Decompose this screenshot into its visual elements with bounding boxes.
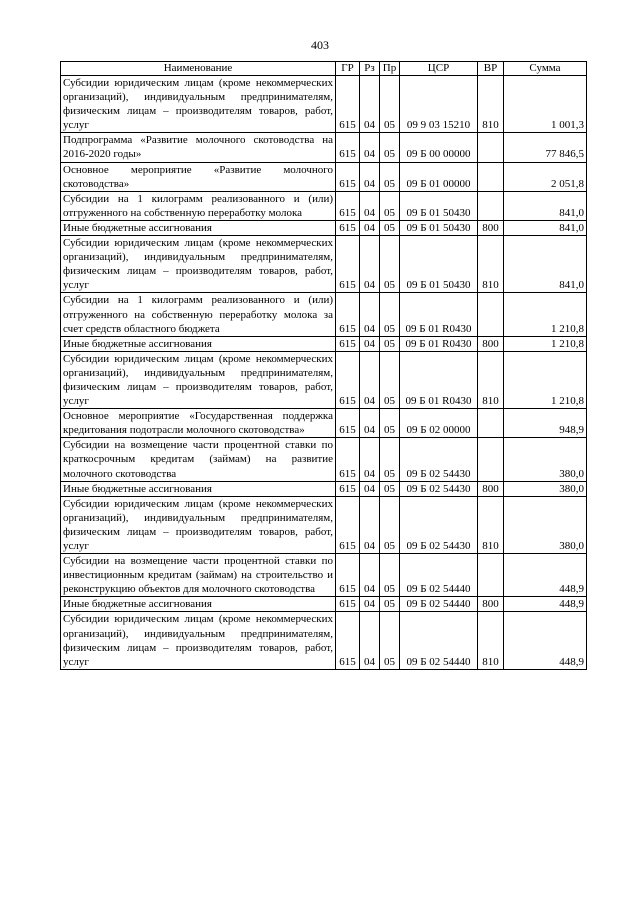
page-number: 403 [311,38,329,52]
cell-sum: 1 210,8 [504,293,587,336]
cell-vr: 810 [478,236,504,293]
cell-gr: 615 [336,76,360,133]
table-row [61,236,587,293]
table-row [61,554,587,597]
cell-gr: 615 [336,597,360,612]
table-row [61,438,587,481]
cell-gr: 615 [336,293,360,336]
cell-sum: 1 001,3 [504,76,587,133]
cell-csr: 09 Б 02 54430 [400,496,478,553]
cell-rz: 04 [360,133,380,162]
cell-name: Субсидии на возмещение части процентной ставки по краткосрочным кредитам (займам) на развитие молочного скотоводства [61,438,336,481]
cell-sum: 2 051,8 [504,162,587,191]
cell-rz: 04 [360,409,380,438]
cell-name: Субсидии на возмещение части процентной ставки по инвестиционным кредитам (займам) на строительство и реконструкцию объектов для молочного скотоводства [61,554,336,597]
header-csr: ЦСР [400,62,478,76]
table-row [61,220,587,235]
cell-name: Иные бюджетные ассигнования [61,597,336,612]
cell-name: Основное мероприятие «Государственная поддержка кредитования подотрасли молочного скотоводства» [61,409,336,438]
table-row [61,133,587,162]
cell-vr [478,293,504,336]
header-gr: ГР [336,62,360,76]
cell-rz: 04 [360,351,380,408]
cell-name: Субсидии юридическим лицам (кроме некоммерческих организаций), индивидуальным предпринимателям, физическим лицам – производителям товаров, работ, услуг [61,351,336,408]
cell-gr: 615 [336,162,360,191]
cell-csr: 09 Б 02 54430 [400,438,478,481]
cell-rz: 04 [360,554,380,597]
cell-gr: 615 [336,220,360,235]
cell-name: Субсидии юридическим лицам (кроме некоммерческих организаций), индивидуальным предпринимателям, физическим лицам – производителям товаров, работ, услуг [61,496,336,553]
cell-vr: 810 [478,612,504,669]
cell-rz: 04 [360,162,380,191]
cell-vr: 800 [478,481,504,496]
cell-gr: 615 [336,438,360,481]
cell-name: Субсидии на 1 килограмм реализованного и (или) отгруженного на собственную переработку молока за счет средств областного бюджета [61,293,336,336]
cell-pr: 05 [380,351,400,408]
cell-rz: 04 [360,438,380,481]
cell-pr: 05 [380,293,400,336]
cell-csr: 09 Б 02 54440 [400,597,478,612]
cell-vr: 800 [478,336,504,351]
cell-pr: 05 [380,554,400,597]
cell-sum: 841,0 [504,220,587,235]
cell-rz: 04 [360,191,380,220]
cell-gr: 615 [336,191,360,220]
cell-gr: 615 [336,351,360,408]
table-row [61,191,587,220]
table-row [61,481,587,496]
cell-name: Субсидии юридическим лицам (кроме некоммерческих организаций), индивидуальным предпринимателям, физическим лицам – производителям товаров, работ, услуг [61,236,336,293]
cell-sum: 448,9 [504,612,587,669]
cell-pr: 05 [380,438,400,481]
budget-table [60,61,587,670]
header-rz: Рз [360,62,380,76]
cell-gr: 615 [336,133,360,162]
cell-csr: 09 Б 01 R0430 [400,336,478,351]
table-row [61,597,587,612]
table-row [61,351,587,408]
cell-name: Субсидии на 1 килограмм реализованного и (или) отгруженного на собственную переработку молока [61,191,336,220]
cell-pr: 05 [380,336,400,351]
cell-rz: 04 [360,76,380,133]
cell-vr [478,438,504,481]
cell-sum: 380,0 [504,496,587,553]
cell-pr: 05 [380,481,400,496]
cell-gr: 615 [336,496,360,553]
cell-csr: 09 Б 02 00000 [400,409,478,438]
header-pr: Пр [380,62,400,76]
cell-sum: 380,0 [504,481,587,496]
cell-vr [478,554,504,597]
cell-csr: 09 Б 02 54430 [400,481,478,496]
table-row [61,293,587,336]
cell-name: Иные бюджетные ассигнования [61,220,336,235]
cell-gr: 615 [336,612,360,669]
cell-rz: 04 [360,293,380,336]
cell-vr [478,133,504,162]
table-row [61,612,587,669]
cell-csr: 09 Б 01 50430 [400,191,478,220]
header-row [61,62,587,76]
cell-csr: 09 Б 01 R0430 [400,293,478,336]
table-row [61,496,587,553]
cell-sum: 1 210,8 [504,351,587,408]
cell-rz: 04 [360,481,380,496]
cell-rz: 04 [360,236,380,293]
cell-csr: 09 Б 01 50430 [400,236,478,293]
cell-vr: 810 [478,351,504,408]
cell-csr: 09 Б 01 00000 [400,162,478,191]
table-row [61,336,587,351]
cell-sum: 77 846,5 [504,133,587,162]
cell-vr [478,191,504,220]
cell-vr: 810 [478,496,504,553]
cell-csr: 09 Б 01 50430 [400,220,478,235]
table-row [61,162,587,191]
cell-vr: 810 [478,76,504,133]
cell-pr: 05 [380,162,400,191]
cell-pr: 05 [380,133,400,162]
header-name: Наименование [61,62,336,76]
cell-csr: 09 Б 02 54440 [400,612,478,669]
table-header [61,62,587,76]
cell-name: Иные бюджетные ассигнования [61,481,336,496]
cell-pr: 05 [380,191,400,220]
cell-pr: 05 [380,496,400,553]
cell-sum: 948,9 [504,409,587,438]
cell-csr: 09 9 03 15210 [400,76,478,133]
cell-pr: 05 [380,612,400,669]
cell-rz: 04 [360,612,380,669]
cell-sum: 1 210,8 [504,336,587,351]
cell-name: Подпрограмма «Развитие молочного скотоводства на 2016-2020 годы» [61,133,336,162]
table-row [61,76,587,133]
table-body [61,76,587,670]
cell-pr: 05 [380,76,400,133]
cell-pr: 05 [380,236,400,293]
cell-gr: 615 [336,236,360,293]
cell-vr: 800 [478,597,504,612]
cell-gr: 615 [336,481,360,496]
cell-rz: 04 [360,336,380,351]
cell-vr [478,409,504,438]
cell-csr: 09 Б 00 00000 [400,133,478,162]
cell-csr: 09 Б 01 R0430 [400,351,478,408]
cell-name: Субсидии юридическим лицам (кроме некоммерческих организаций), индивидуальным предпринимателям, физическим лицам – производителям товаров, работ, услуг [61,76,336,133]
cell-gr: 615 [336,336,360,351]
cell-pr: 05 [380,220,400,235]
cell-vr: 800 [478,220,504,235]
cell-name: Иные бюджетные ассигнования [61,336,336,351]
cell-pr: 05 [380,597,400,612]
cell-name: Основное мероприятие «Развитие молочного скотоводства» [61,162,336,191]
cell-pr: 05 [380,409,400,438]
header-vr: ВР [478,62,504,76]
cell-rz: 04 [360,220,380,235]
cell-rz: 04 [360,597,380,612]
header-sum: Сумма [504,62,587,76]
cell-csr: 09 Б 02 54440 [400,554,478,597]
cell-rz: 04 [360,496,380,553]
cell-gr: 615 [336,554,360,597]
cell-sum: 841,0 [504,236,587,293]
cell-sum: 448,9 [504,554,587,597]
cell-vr [478,162,504,191]
cell-gr: 615 [336,409,360,438]
cell-name: Субсидии юридическим лицам (кроме некоммерческих организаций), индивидуальным предпринимателям, физическим лицам – производителям товаров, работ, услуг [61,612,336,669]
table-row [61,409,587,438]
cell-sum: 448,9 [504,597,587,612]
cell-sum: 380,0 [504,438,587,481]
cell-sum: 841,0 [504,191,587,220]
